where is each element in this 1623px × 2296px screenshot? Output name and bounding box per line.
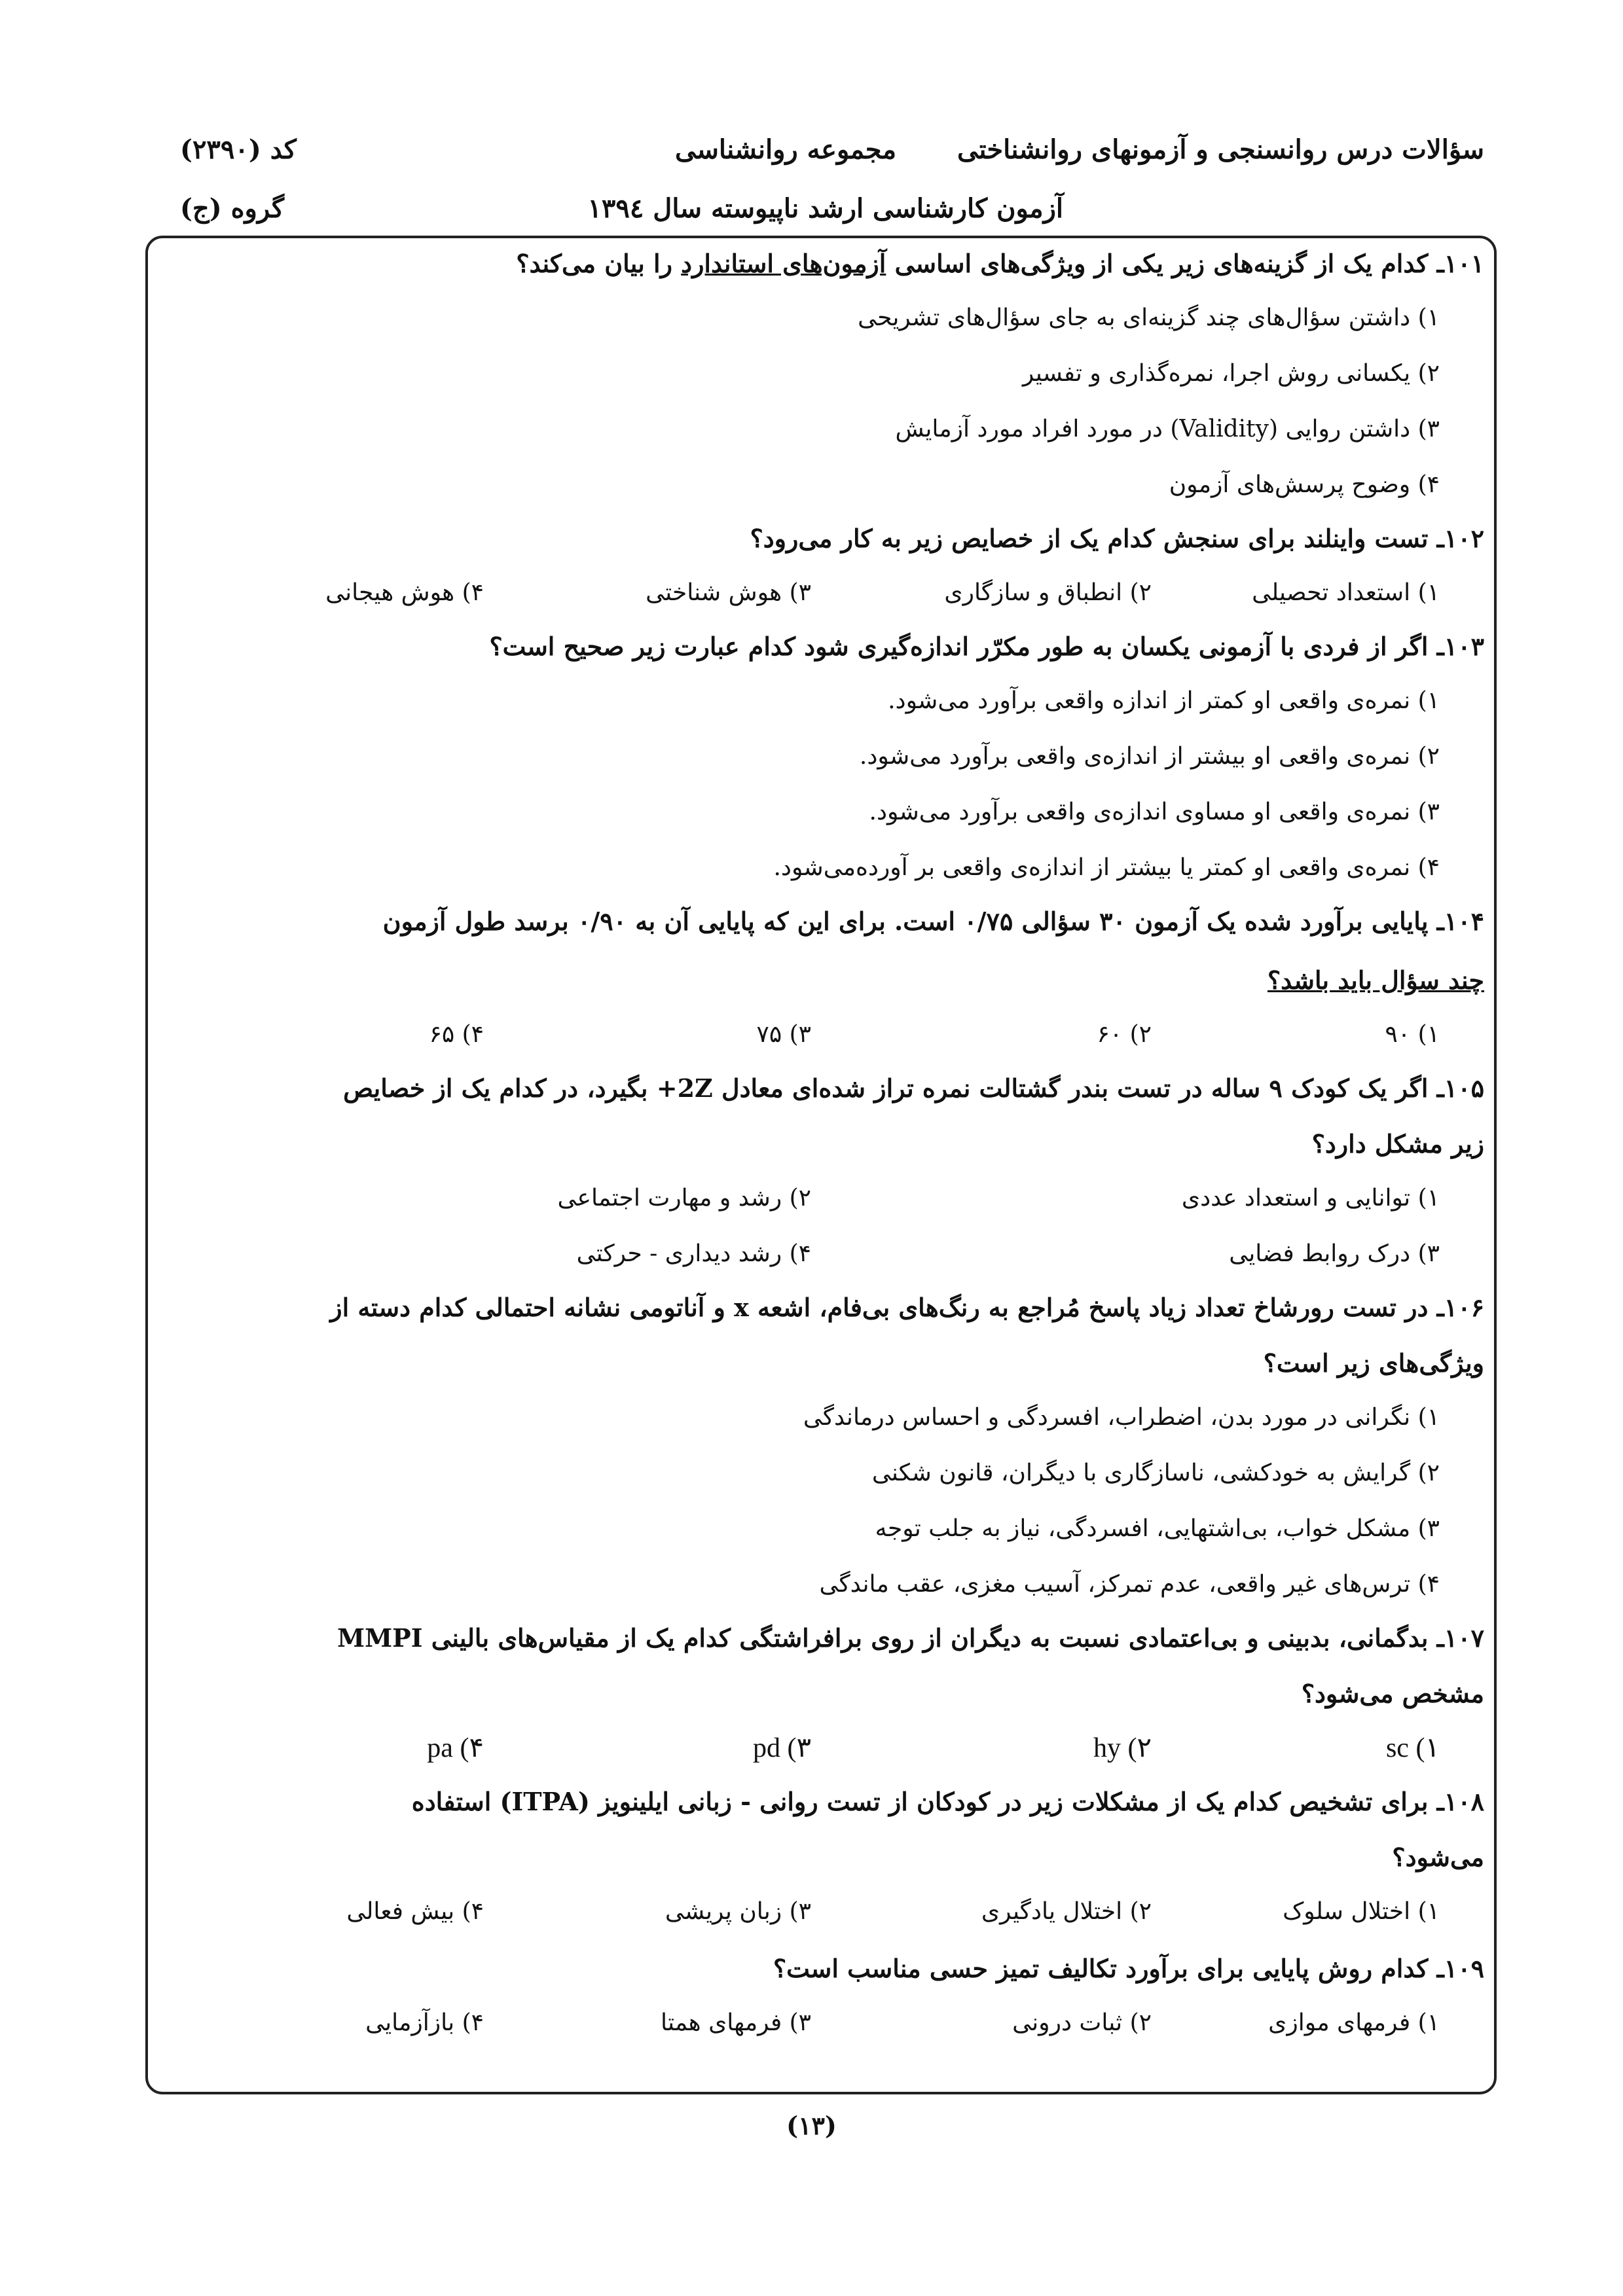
q105-option-4: ۴) رشد دیداری - حرکتی bbox=[576, 1240, 811, 1267]
page-number: (۱۳) bbox=[786, 2111, 837, 2140]
q108-option-2: ۲) اختلال یادگیری bbox=[981, 1898, 1152, 1925]
q108-option-1: ۱) اختلال سلوک bbox=[1283, 1898, 1440, 1925]
q102-option-1: ۱) استعداد تحصیلی bbox=[1252, 579, 1440, 606]
header-course-title: سؤالات درس روانسنجی و آزمونهای روانشناختی bbox=[957, 134, 1484, 165]
q109-option-4: ۴) بازآزمایی bbox=[365, 2009, 484, 2036]
q103-option-4: ۴) نمره‌ی واقعی او کمتر یا بیشتر از اندازه‌ی واقعی بر آورده‌می‌شود. bbox=[773, 854, 1440, 881]
question-105-line-1: ۱۰۵ـ اگر یک کودک ۹ ساله در تست بندر گشتالت نمره تراز شده‌ای معادل 2Z+ بگیرد، در کدام یک از خصایص bbox=[343, 1073, 1484, 1103]
q106-option-2: ۲) گرایش به خودکشی، ناسازگاری با دیگران، قانون شکنی bbox=[871, 1460, 1440, 1486]
q102-option-3: ۳) هوش شناختی bbox=[646, 579, 811, 606]
q107-option-4: ۴) pa bbox=[427, 1733, 484, 1763]
header-exam-title: آزمون کارشناسی ارشد ناپیوسته سال ۱۳۹٤ bbox=[587, 193, 1063, 224]
q101-option-1: ۱) داشتن سؤال‌های چند گزینه‌ای به جای سؤال‌های تشریحی bbox=[858, 304, 1440, 331]
q107-option-1: ۱) sc bbox=[1385, 1733, 1440, 1763]
question-101-text-end: را بیان می‌کند؟ bbox=[516, 249, 682, 278]
header-collection: مجموعه روانشناسی bbox=[675, 134, 896, 165]
header-group: گروه (ج) bbox=[180, 193, 284, 224]
q106-option-4: ۴) ترس‌های غیر واقعی، عدم تمرکز، آسیب مغزی، عقب ماندگی bbox=[819, 1571, 1440, 1598]
question-106-line-1: ۱۰۶ـ در تست رورشاخ تعداد زیاد پاسخ مُراجع به رنگ‌های بی‌فام، اشعه x و آناتومی نشانه احتمالی کدام دسته از bbox=[330, 1293, 1484, 1322]
q109-option-1: ۱) فرمهای موازی bbox=[1268, 2009, 1440, 2036]
question-104-line-2: چند سؤال باید باشد؟ bbox=[1267, 965, 1484, 995]
q102-option-4: ۴) هوش هیجانی bbox=[325, 579, 484, 606]
q107-option-2: ۲) hy bbox=[1093, 1733, 1152, 1763]
question-106-line-2: ویژگی‌های زیر است؟ bbox=[1263, 1348, 1484, 1378]
question-105-line-2: زیر مشکل دارد؟ bbox=[1311, 1129, 1484, 1158]
question-101-underlined: آزمون‌های استاندارد bbox=[681, 249, 886, 278]
q105-option-3: ۳) درک روابط فضایی bbox=[1229, 1240, 1440, 1267]
header-code: کد (۲۳۹۰) bbox=[180, 134, 297, 165]
q107-option-3: ۳) pd bbox=[752, 1733, 811, 1763]
q104-option-3: ۳) ۷۵ bbox=[756, 1021, 811, 1048]
question-107-line-2: مشخص می‌شود؟ bbox=[1301, 1679, 1484, 1708]
q101-option-2: ۲) یکسانی روش اجرا، نمره‌گذاری و تفسیر bbox=[1022, 360, 1440, 387]
q103-option-1: ۱) نمره‌ی واقعی او کمتر از اندازه واقعی برآورد می‌شود. bbox=[888, 687, 1440, 714]
question-101 bbox=[516, 249, 1484, 278]
q108-option-3: ۳) زبان پریشی bbox=[665, 1898, 811, 1925]
question-103: ۱۰۳ـ اگر از فردی با آزمونی یکسان به طور مکرّر اندازه‌گیری شود کدام عبارت زیر صحیح است؟ bbox=[489, 632, 1484, 661]
q101-option-4: ۴) وضوح پرسش‌های آزمون bbox=[1169, 471, 1440, 498]
q105-option-2: ۲) رشد و مهارت اجتماعی bbox=[557, 1185, 811, 1211]
q104-option-1: ۱) ۹۰ bbox=[1385, 1021, 1440, 1048]
q103-option-3: ۳) نمره‌ی واقعی او مساوی اندازه‌ی واقعی برآورد می‌شود. bbox=[869, 798, 1440, 825]
question-101-text: ۱۰۱ـ کدام یک از گزینه‌های زیر یکی از ویژگی‌های اساسی bbox=[886, 249, 1484, 278]
q104-option-2: ۲) ۶۰ bbox=[1097, 1021, 1152, 1048]
q109-option-2: ۲) ثبات درونی bbox=[1012, 2009, 1152, 2036]
question-108-line-2: می‌شود؟ bbox=[1392, 1842, 1484, 1872]
q101-option-3: ۳) داشتن روایی (Validity) در مورد افراد مورد آزمایش bbox=[895, 416, 1440, 442]
q103-option-2: ۲) نمره‌ی واقعی او بیشتر از اندازه‌ی واقعی برآورد می‌شود. bbox=[859, 743, 1440, 770]
q102-option-2: ۲) انطباق و سازگاری bbox=[944, 579, 1152, 606]
question-107-line-1: ۱۰۷ـ بدگمانی، بدبینی و بی‌اعتمادی نسبت به دیگران از روی برافراشتگی کدام یک از مقیاس‌های بالینی MMPI bbox=[337, 1623, 1484, 1653]
question-102: ۱۰۲ـ تست واینلند برای سنجش کدام یک از خصایص زیر به کار می‌رود؟ bbox=[750, 524, 1484, 553]
q106-option-1: ۱) نگرانی در مورد بدن، اضطراب، افسردگی و احساس درماندگی bbox=[803, 1404, 1440, 1431]
question-104-line-1: ۱۰۴ـ پایایی برآورد شده یک آزمون ۳۰ سؤالی ۰/۷۵ است. برای این که پایایی آن به ۰/۹۰ برسد طول آزمون bbox=[382, 906, 1484, 936]
q109-option-3: ۳) فرمهای همتا bbox=[661, 2009, 811, 2036]
q104-option-4: ۴) ۶۵ bbox=[429, 1021, 484, 1048]
question-109: ۱۰۹ـ کدام روش پایایی برای برآورد تکالیف تمیز حسی مناسب است؟ bbox=[773, 1954, 1484, 1983]
question-108-line-1: ۱۰۸ـ برای تشخیص کدام یک از مشکلات زیر در کودکان از تست روانی - زبانی ایلینویز (ITPA) استفاده bbox=[411, 1787, 1484, 1816]
q106-option-3: ۳) مشکل خواب، بی‌اشتهایی، افسردگی، نیاز به جلب توجه bbox=[875, 1515, 1440, 1542]
q108-option-4: ۴) بیش فعالی bbox=[346, 1898, 484, 1925]
q105-option-1: ۱) توانایی و استعداد عددی bbox=[1181, 1185, 1440, 1211]
